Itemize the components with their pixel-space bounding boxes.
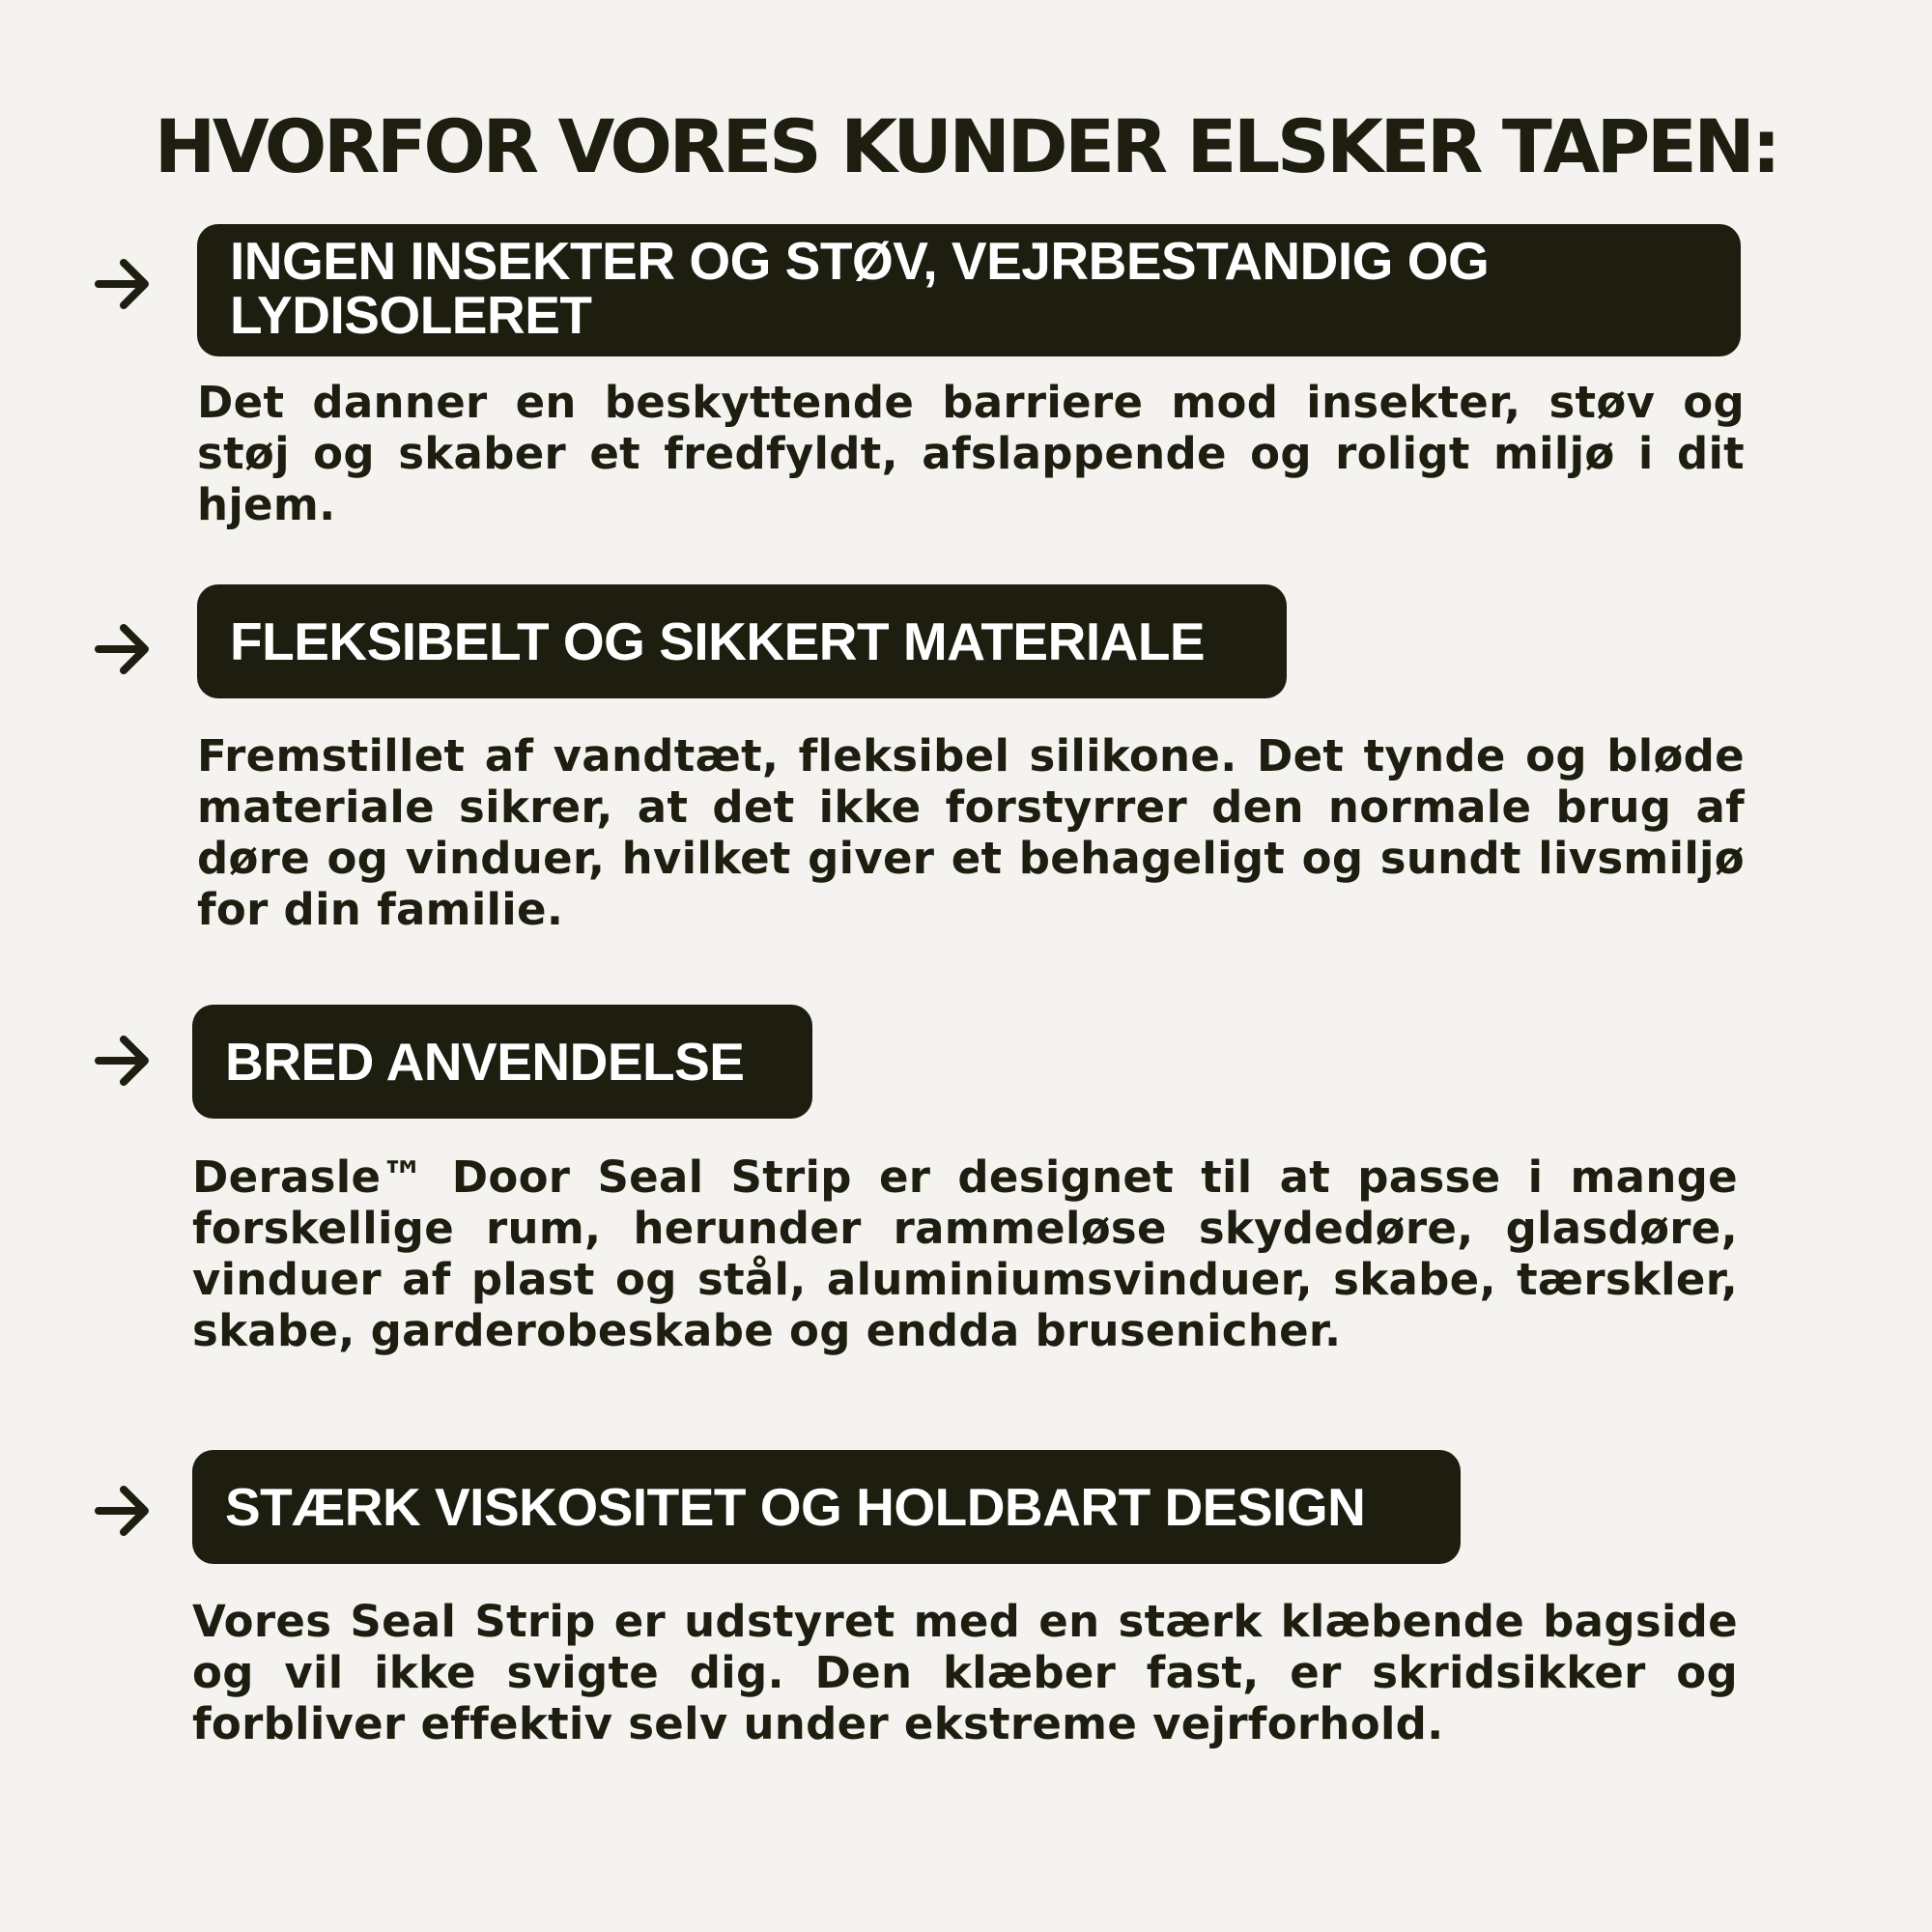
feature-heading: INGEN INSEKTER OG STØV, VEJRBESTANDIG OG LYDISOLERET	[197, 224, 1741, 356]
feature-heading: FLEKSIBELT OG SIKKERT MATERIALE	[197, 584, 1287, 698]
feature-heading: STÆRK VISKOSITET OG HOLDBART DESIGN	[192, 1450, 1461, 1564]
page-title: HVORFOR VORES KUNDER ELSKER TAPEN:	[154, 103, 1778, 189]
arrow-right-icon	[93, 1480, 155, 1542]
arrow-right-icon	[93, 1030, 155, 1092]
feature-description: Derasle™ Door Seal Strip er designet til at passe i mange forskellige rum, herunder rammeløse skydedøre, glasdøre, vinduer af plast og stål, aluminiumsvinduer, skabe, tærskler, skabe, garderobeskabe og endda brusenicher.	[192, 1151, 1738, 1356]
feature-description: Det danner en beskyttende barriere mod insekter, støv og støj og skaber et fredfyldt, afslappende og roligt miljø i dit hjem.	[197, 377, 1745, 530]
arrow-right-icon	[93, 618, 155, 680]
feature-heading: BRED ANVENDELSE	[192, 1005, 812, 1119]
feature-description: Fremstillet af vandtæt, fleksibel silikone. Det tynde og bløde materiale sikrer, at det ikke forstyrrer den normale brug af døre og vinduer, hvilket giver et behageligt og sundt livsmiljø for din familie.	[197, 730, 1745, 935]
feature-description: Vores Seal Strip er udstyret med en stærk klæbende bagside og vil ikke svigte dig. Den klæber fast, er skridsikker og forbliver effektiv selv under ekstreme vejrforhold.	[192, 1596, 1738, 1749]
arrow-right-icon	[93, 253, 155, 315]
